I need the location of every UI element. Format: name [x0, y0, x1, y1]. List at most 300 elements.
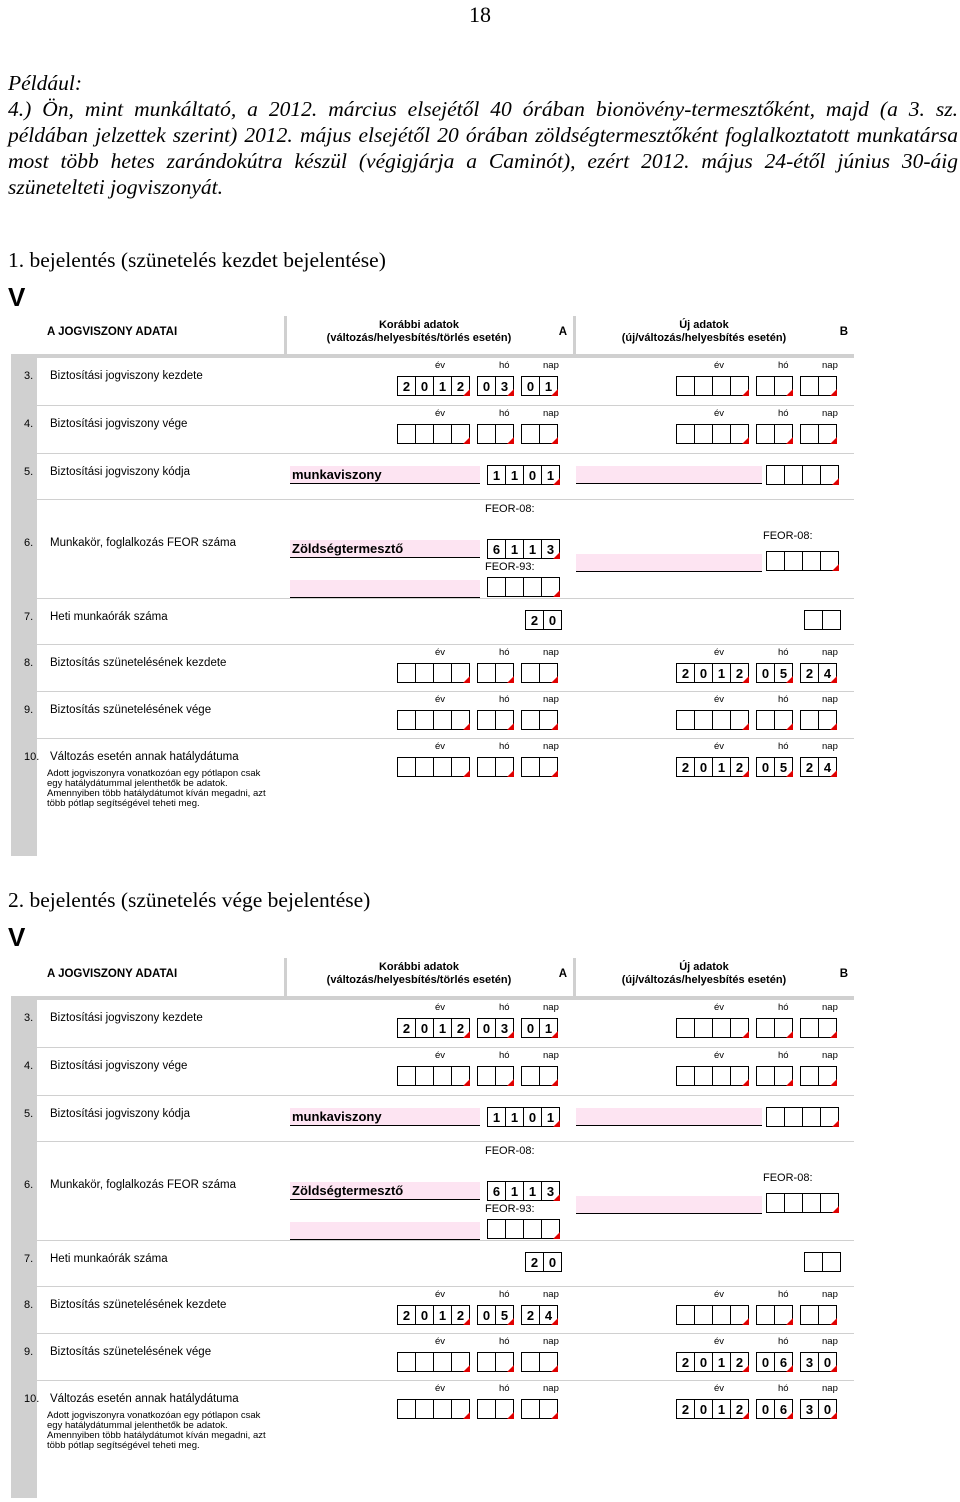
- date-previous-r4-digit-box[interactable]: [451, 1066, 470, 1086]
- date-previous-r9-digit-box[interactable]: [495, 710, 514, 730]
- feor08-label-new: FEOR-08:: [763, 1172, 813, 1184]
- date-new-r9-digit-box[interactable]: [756, 710, 775, 730]
- date-new-r10-digit-box[interactable]: 4: [818, 757, 837, 777]
- date-previous-r8-digit-box[interactable]: [539, 663, 558, 683]
- relationship-type-previous[interactable]: munkaviszony: [290, 1108, 480, 1126]
- weekly-hours-new-digit-box[interactable]: [804, 1252, 823, 1272]
- date-previous-r4-digit-box[interactable]: [415, 1066, 434, 1086]
- date-previous-r10-digit-box[interactable]: [521, 1399, 540, 1419]
- relationship-code-previous-digit-box[interactable]: 1: [541, 465, 560, 485]
- date-title-month: hó: [499, 741, 510, 752]
- date-new-r10-digit-box[interactable]: 5: [774, 757, 793, 777]
- weekly-hours-new-digit-box[interactable]: [822, 1252, 841, 1272]
- date-previous-r9-digit-box[interactable]: [415, 1352, 434, 1372]
- date-previous-r10-digit-box[interactable]: [397, 1399, 416, 1419]
- date-previous-r3-digit-box[interactable]: 2: [451, 376, 470, 396]
- date-previous-r4-digit-box[interactable]: [397, 1066, 416, 1086]
- header-new-line1: Új adatok: [679, 319, 729, 331]
- relationship-code-previous-digit-box[interactable]: 1: [505, 465, 524, 485]
- date-previous-r10-digit-box[interactable]: [451, 1399, 470, 1419]
- date-previous-r4-digit-box[interactable]: [433, 1066, 452, 1086]
- date-previous-r10-digit-box[interactable]: [495, 1399, 514, 1419]
- date-new-r3-digit-box[interactable]: [712, 1018, 731, 1038]
- date-new-r9-digit-box[interactable]: [730, 710, 749, 730]
- date-title-month: hó: [778, 1383, 789, 1394]
- date-previous-r4-digit-box[interactable]: [415, 424, 434, 444]
- feor08-code-previous-digit-box[interactable]: 6: [487, 539, 506, 559]
- weekly-hours-new-digit-box[interactable]: [804, 610, 823, 630]
- row-number: 8.: [24, 1299, 34, 1311]
- form-row-r3: [11, 1000, 854, 1047]
- weekly-hours-previous-digit-box[interactable]: 2: [525, 610, 544, 630]
- date-new-r10-digit-box[interactable]: 0: [818, 1399, 837, 1419]
- relationship-code-new-digit-box[interactable]: [802, 465, 821, 485]
- row-number: 9.: [24, 704, 34, 716]
- intro-label: Például:: [8, 71, 83, 95]
- date-previous-r8-digit-box[interactable]: 1: [433, 1305, 452, 1325]
- date-new-r3: [676, 1018, 837, 1038]
- date-previous-r10-digit-box[interactable]: [415, 757, 434, 777]
- row-label: Heti munkaórák száma: [50, 1253, 168, 1265]
- date-previous-r4-digit-box[interactable]: [539, 424, 558, 444]
- job-title-previous-2[interactable]: [290, 1222, 480, 1240]
- feor08-code-previous-digit-box[interactable]: 3: [541, 1181, 560, 1201]
- date-previous-r8-digit-box[interactable]: 2: [397, 1305, 416, 1325]
- date-previous-r10-digit-box[interactable]: [477, 1399, 496, 1419]
- feor08-code-new-digit-box[interactable]: [784, 551, 803, 571]
- date-new-r8-digit-box[interactable]: 2: [676, 663, 695, 683]
- header-new-line2: (új/változás/helyesbítés esetén): [621, 974, 787, 986]
- row-number: 3.: [24, 1012, 34, 1024]
- date-new-r4-digit-box[interactable]: [818, 1066, 837, 1086]
- effective-date-note: Adott jogviszonyra vonatkozóan egy pótlapon csak egy hatálydátummal jelenthetők be adatok. Amennyiben több hatálydátumot kíván megadni, azt több pótlap segítségével teheti meg.: [47, 768, 266, 809]
- date-new-r3-digit-box[interactable]: [694, 376, 713, 396]
- date-previous-r8-digit-box[interactable]: [451, 663, 470, 683]
- date-new-r4-digit-box[interactable]: [800, 424, 819, 444]
- date-title-month: hó: [499, 1289, 510, 1300]
- row-number: 10.: [24, 751, 40, 763]
- intro-paragraph: [8, 70, 958, 200]
- weekly-hours-new-digit-box[interactable]: [822, 610, 841, 630]
- row-label: Biztosítás szünetelésének vége: [50, 704, 212, 716]
- relationship-code-new-digit-box[interactable]: [766, 1107, 785, 1127]
- date-previous-r3-digit-box[interactable]: 0: [477, 1018, 496, 1038]
- date-previous-r8-digit-box[interactable]: 0: [415, 1305, 434, 1325]
- date-new-r4-digit-box[interactable]: [712, 1066, 731, 1086]
- relationship-code-previous-digit-box[interactable]: 1: [505, 1107, 524, 1127]
- feor93-code-previous-digit-box[interactable]: [487, 577, 506, 597]
- date-previous-r8-digit-box[interactable]: 4: [539, 1305, 558, 1325]
- date-new-r4-digit-box[interactable]: [774, 424, 793, 444]
- date-previous-r9-digit-box[interactable]: [433, 710, 452, 730]
- relationship-type-new[interactable]: [576, 1108, 762, 1126]
- date-title-month: hó: [778, 741, 789, 752]
- date-previous-r3-digit-box[interactable]: 3: [495, 376, 514, 396]
- date-previous-r10-digit-box[interactable]: [415, 1399, 434, 1419]
- date-new-r8-digit-box[interactable]: [712, 1305, 731, 1325]
- row-label: Biztosítási jogviszony kódja: [50, 1108, 190, 1120]
- form-first-report: [11, 316, 854, 856]
- date-title-year: év: [435, 1383, 446, 1394]
- date-new-r3-digit-box[interactable]: [712, 376, 731, 396]
- date-new-r4-digit-box[interactable]: [730, 1066, 749, 1086]
- date-new-r9-digit-box[interactable]: 2: [676, 1352, 695, 1372]
- date-title-day: nap: [543, 1289, 559, 1300]
- date-new-r3-digit-box[interactable]: [756, 1018, 775, 1038]
- date-title-month: hó: [778, 1289, 789, 1300]
- relationship-code-previous-digit-box[interactable]: 1: [487, 465, 506, 485]
- row-label: Munkakör, foglalkozás FEOR száma: [50, 1179, 236, 1191]
- relationship-code-new-digit-box[interactable]: [802, 1107, 821, 1127]
- job-title-previous[interactable]: Zöldségtermesztő: [290, 1182, 480, 1200]
- date-previous-r3-digit-box[interactable]: 3: [495, 1018, 514, 1038]
- date-new-r10-digit-box[interactable]: 0: [694, 1399, 713, 1419]
- weekly-hours-previous-digit-box[interactable]: 0: [543, 1252, 562, 1272]
- weekly-hours-new: [804, 610, 841, 630]
- date-previous-r9-digit-box[interactable]: [397, 710, 416, 730]
- feor08-code-new-digit-box[interactable]: [766, 1193, 785, 1213]
- date-new-r9-digit-box[interactable]: [818, 710, 837, 730]
- date-previous-r9-digit-box[interactable]: [521, 1352, 540, 1372]
- date-previous-r3-digit-box[interactable]: 2: [397, 376, 416, 396]
- date-new-r9-digit-box[interactable]: 6: [774, 1352, 793, 1372]
- date-previous-r8-digit-box[interactable]: 2: [521, 1305, 540, 1325]
- date-new-r10-digit-box[interactable]: 1: [712, 1399, 731, 1419]
- date-new-r3-digit-box[interactable]: [774, 1018, 793, 1038]
- job-title-previous-2[interactable]: [290, 580, 480, 598]
- date-title-day: nap: [822, 408, 838, 419]
- check-mark: V: [8, 282, 26, 312]
- feor93-code-previous-digit-box[interactable]: [541, 577, 560, 597]
- relationship-code-previous: [487, 465, 560, 485]
- date-previous-r3-digit-box[interactable]: 0: [521, 376, 540, 396]
- date-title-day: nap: [543, 360, 559, 371]
- date-previous-r9-digit-box[interactable]: [521, 710, 540, 730]
- date-new-r10-digit-box[interactable]: 0: [694, 757, 713, 777]
- date-new-r4-digit-box[interactable]: [676, 424, 695, 444]
- date-title-day: nap: [543, 647, 559, 658]
- date-new-r3-digit-box[interactable]: [676, 376, 695, 396]
- date-new-r9-digit-box[interactable]: 0: [694, 1352, 713, 1372]
- date-previous-r10-digit-box[interactable]: [539, 757, 558, 777]
- date-new-r8: [676, 1305, 837, 1325]
- date-new-r10-digit-box[interactable]: 0: [756, 757, 775, 777]
- date-previous-r9-digit-box[interactable]: [495, 1352, 514, 1372]
- date-previous-r4-digit-box[interactable]: [495, 424, 514, 444]
- relationship-type-new[interactable]: [576, 466, 762, 484]
- header-new-line1: Új adatok: [679, 961, 729, 973]
- header-new-cell: [576, 958, 854, 996]
- date-previous-r8-digit-box[interactable]: 0: [477, 1305, 496, 1325]
- date-previous-r4: [397, 424, 558, 444]
- job-title-new[interactable]: [576, 554, 762, 572]
- date-title-year: év: [435, 408, 446, 419]
- date-previous-r3-digit-box[interactable]: 2: [397, 1018, 416, 1038]
- date-new-r9-digit-box[interactable]: [774, 710, 793, 730]
- date-new-r8-digit-box[interactable]: [730, 1305, 749, 1325]
- date-title-year: év: [714, 1002, 725, 1013]
- date-previous-r10-digit-box[interactable]: [451, 757, 470, 777]
- date-new-r10: [676, 757, 837, 777]
- header-section-cell: [11, 958, 284, 996]
- date-new-r10-digit-box[interactable]: 3: [800, 1399, 819, 1419]
- date-previous-r9-digit-box[interactable]: [433, 1352, 452, 1372]
- date-new-r8-digit-box[interactable]: 1: [712, 663, 731, 683]
- date-new-r3-digit-box[interactable]: [730, 1018, 749, 1038]
- relationship-code-new-digit-box[interactable]: [766, 465, 785, 485]
- date-previous-r8: [397, 663, 558, 683]
- feor08-code-new-digit-box[interactable]: [820, 551, 839, 571]
- date-new-r9: [676, 710, 837, 730]
- relationship-code-previous-digit-box[interactable]: 0: [523, 465, 542, 485]
- feor93-code-previous-digit-box[interactable]: [523, 577, 542, 597]
- feor93-code-previous-digit-box[interactable]: [487, 1219, 506, 1239]
- date-new-r9-digit-box[interactable]: 1: [712, 1352, 731, 1372]
- date-new-r3-digit-box[interactable]: [800, 376, 819, 396]
- date-new-r10-digit-box[interactable]: 0: [756, 1399, 775, 1419]
- date-previous-r3-digit-box[interactable]: 1: [433, 1018, 452, 1038]
- date-previous-r8-digit-box[interactable]: [397, 663, 416, 683]
- date-new-r9-digit-box[interactable]: 2: [730, 1352, 749, 1372]
- date-previous-r9-digit-box[interactable]: [397, 1352, 416, 1372]
- feor08-code-previous-digit-box[interactable]: 1: [505, 539, 524, 559]
- date-new-r10-digit-box[interactable]: 6: [774, 1399, 793, 1419]
- date-title-month: hó: [778, 647, 789, 658]
- date-title-day: nap: [822, 1289, 838, 1300]
- date-title-month: hó: [499, 694, 510, 705]
- date-previous-r3-digit-box[interactable]: 2: [451, 1018, 470, 1038]
- feor93-code-previous-digit-box[interactable]: [523, 1219, 542, 1239]
- date-previous-r8-digit-box[interactable]: [495, 663, 514, 683]
- row-label: Heti munkaórák száma: [50, 611, 168, 623]
- date-title-year: év: [714, 1336, 725, 1347]
- feor08-code-new-digit-box[interactable]: [802, 1193, 821, 1213]
- date-previous-r3: [397, 376, 558, 396]
- date-new-r4-digit-box[interactable]: [694, 1066, 713, 1086]
- date-previous-r4-digit-box[interactable]: [539, 1066, 558, 1086]
- date-new-r3-digit-box[interactable]: [676, 1018, 695, 1038]
- feor08-code-new-digit-box[interactable]: [784, 1193, 803, 1213]
- date-previous-r4-digit-box[interactable]: [521, 424, 540, 444]
- date-new-r10-digit-box[interactable]: 2: [730, 1399, 749, 1419]
- date-new-r9-digit-box[interactable]: 0: [818, 1352, 837, 1372]
- date-previous-r3-digit-box[interactable]: 1: [539, 1018, 558, 1038]
- date-new-r8-digit-box[interactable]: [774, 1305, 793, 1325]
- date-new-r10-digit-box[interactable]: 2: [730, 757, 749, 777]
- date-previous-r8-digit-box[interactable]: [415, 663, 434, 683]
- effective-date-note: Adott jogviszonyra vonatkozóan egy pótlapon csak egy hatálydátummal jelenthetők be adatok. Amennyiben több hatálydátumot kíván megadni, azt több pótlap segítségével teheti meg.: [47, 1410, 266, 1451]
- relationship-code-new: [766, 465, 839, 485]
- date-title-day: nap: [822, 694, 838, 705]
- feor08-label: FEOR-08:: [485, 1145, 535, 1157]
- date-previous-r8-digit-box[interactable]: [521, 663, 540, 683]
- date-title-year: év: [714, 1383, 725, 1394]
- date-new-r8-digit-box[interactable]: [694, 1305, 713, 1325]
- date-previous-r4-digit-box[interactable]: [477, 424, 496, 444]
- date-new-r10-digit-box[interactable]: 2: [676, 1399, 695, 1419]
- date-previous-r3-digit-box[interactable]: 1: [433, 376, 452, 396]
- date-new-r9-digit-box[interactable]: 3: [800, 1352, 819, 1372]
- relationship-code-new-digit-box[interactable]: [820, 1107, 839, 1127]
- feor08-code-previous-digit-box[interactable]: 1: [523, 1181, 542, 1201]
- date-title-year: év: [714, 360, 725, 371]
- date-previous-r9-digit-box[interactable]: [477, 1352, 496, 1372]
- date-previous-r9-digit-box[interactable]: [451, 710, 470, 730]
- date-title-year: év: [435, 1050, 446, 1061]
- feor93-code-previous-digit-box[interactable]: [505, 1219, 524, 1239]
- date-new-r3-digit-box[interactable]: [818, 376, 837, 396]
- date-new-r4-digit-box[interactable]: [774, 1066, 793, 1086]
- date-new-r9-digit-box[interactable]: 0: [756, 1352, 775, 1372]
- feor08-code-previous-digit-box[interactable]: 6: [487, 1181, 506, 1201]
- date-new-r4-digit-box[interactable]: [818, 424, 837, 444]
- date-previous-r9-digit-box[interactable]: [539, 710, 558, 730]
- date-previous-r8-digit-box[interactable]: 5: [495, 1305, 514, 1325]
- date-previous-r8-digit-box[interactable]: 2: [451, 1305, 470, 1325]
- date-new-r4-digit-box[interactable]: [756, 424, 775, 444]
- feor93-code-previous-digit-box[interactable]: [541, 1219, 560, 1239]
- header-previous-line2: (változás/helyesbítés/törlés esetén): [326, 974, 512, 986]
- date-previous-r10-digit-box[interactable]: [495, 757, 514, 777]
- heading-first-report: 1. bejelentés (szünetelés kezdet bejelentése): [8, 248, 386, 272]
- relationship-code-previous-digit-box[interactable]: 1: [487, 1107, 506, 1127]
- date-title-year: év: [714, 647, 725, 658]
- relationship-code-new-digit-box[interactable]: [784, 1107, 803, 1127]
- date-new-r8-digit-box[interactable]: 0: [756, 663, 775, 683]
- job-title-new[interactable]: [576, 1196, 762, 1214]
- date-previous-r10-digit-box[interactable]: [539, 1399, 558, 1419]
- relationship-type-previous[interactable]: munkaviszony: [290, 466, 480, 484]
- date-new-r10-digit-box[interactable]: 2: [800, 757, 819, 777]
- date-new-r8-digit-box[interactable]: 5: [774, 663, 793, 683]
- feor08-code-new-digit-box[interactable]: [802, 551, 821, 571]
- date-previous-r9-digit-box[interactable]: [415, 710, 434, 730]
- form-row-r7: [11, 599, 854, 644]
- page-number: 18: [469, 2, 491, 27]
- row-number: 4.: [24, 1060, 34, 1072]
- date-new-r4-digit-box[interactable]: [676, 1066, 695, 1086]
- date-previous-r3-digit-box[interactable]: 0: [477, 376, 496, 396]
- form-row-r10: [11, 1381, 854, 1498]
- date-new-r10: [676, 1399, 837, 1419]
- relationship-code-previous-digit-box[interactable]: 1: [541, 1107, 560, 1127]
- date-title-year: év: [435, 1002, 446, 1013]
- date-new-r4-digit-box[interactable]: [756, 1066, 775, 1086]
- date-new-r4-digit-box[interactable]: [730, 424, 749, 444]
- relationship-code-new-digit-box[interactable]: [784, 465, 803, 485]
- feor08-code-previous-digit-box[interactable]: 3: [541, 539, 560, 559]
- date-new-r8-digit-box[interactable]: 4: [818, 663, 837, 683]
- date-previous-r3-digit-box[interactable]: 0: [521, 1018, 540, 1038]
- date-new-r9-digit-box[interactable]: [800, 710, 819, 730]
- header-section-title: A JOGVISZONY ADATAI: [47, 326, 178, 338]
- header-section-cell: [11, 316, 284, 354]
- date-new-r8-digit-box[interactable]: [756, 1305, 775, 1325]
- date-title-day: nap: [822, 1050, 838, 1061]
- relationship-code-previous-digit-box[interactable]: 0: [523, 1107, 542, 1127]
- date-new-r8: [676, 663, 837, 683]
- date-previous-r10-digit-box[interactable]: [521, 757, 540, 777]
- date-previous-r9-digit-box[interactable]: [477, 710, 496, 730]
- form-row-r10: [11, 739, 854, 856]
- header-column-b: B: [839, 968, 848, 980]
- feor08-code-previous-digit-box[interactable]: 1: [505, 1181, 524, 1201]
- date-previous-r8-digit-box[interactable]: [433, 663, 452, 683]
- date-new-r10-digit-box[interactable]: 1: [712, 757, 731, 777]
- feor93-code-previous: [487, 577, 560, 597]
- date-previous-r10-digit-box[interactable]: [433, 1399, 452, 1419]
- date-new-r8-digit-box[interactable]: [800, 1305, 819, 1325]
- weekly-hours-previous-digit-box[interactable]: 2: [525, 1252, 544, 1272]
- date-previous-r4-digit-box[interactable]: [477, 1066, 496, 1086]
- date-previous-r4-digit-box[interactable]: [451, 424, 470, 444]
- date-new-r8-digit-box[interactable]: 2: [730, 663, 749, 683]
- date-previous-r9-digit-box[interactable]: [451, 1352, 470, 1372]
- date-previous-r9-digit-box[interactable]: [539, 1352, 558, 1372]
- check-mark: V: [8, 922, 26, 952]
- weekly-hours-previous-digit-box[interactable]: 0: [543, 610, 562, 630]
- form-second-report: [11, 958, 854, 1498]
- form-row-r4: [11, 1048, 854, 1095]
- date-new-r9-digit-box[interactable]: [712, 710, 731, 730]
- date-new-r8-digit-box[interactable]: 2: [800, 663, 819, 683]
- date-new-r3-digit-box[interactable]: [800, 1018, 819, 1038]
- date-new-r8-digit-box[interactable]: [818, 1305, 837, 1325]
- date-new-r3-digit-box[interactable]: [730, 376, 749, 396]
- date-new-r9-digit-box[interactable]: [694, 710, 713, 730]
- date-new-r4-digit-box[interactable]: [694, 424, 713, 444]
- header-column-a: A: [558, 968, 567, 980]
- date-previous-r10-digit-box[interactable]: [477, 757, 496, 777]
- row-number: 10.: [24, 1393, 40, 1405]
- feor08-code-new-digit-box[interactable]: [820, 1193, 839, 1213]
- date-new-r4-digit-box[interactable]: [800, 1066, 819, 1086]
- header-previous-cell: [287, 958, 573, 996]
- date-title-year: év: [435, 1289, 446, 1300]
- date-previous-r4-digit-box[interactable]: [495, 1066, 514, 1086]
- date-new-r8-digit-box[interactable]: 0: [694, 663, 713, 683]
- job-title-previous[interactable]: Zöldségtermesztő: [290, 540, 480, 558]
- date-new-r3-digit-box[interactable]: [694, 1018, 713, 1038]
- date-new-r10-digit-box[interactable]: 2: [676, 757, 695, 777]
- header-previous-line1: Korábbi adatok: [378, 961, 460, 973]
- date-new-r4-digit-box[interactable]: [712, 424, 731, 444]
- date-previous-r3-digit-box[interactable]: 0: [415, 1018, 434, 1038]
- date-previous-r4-digit-box[interactable]: [397, 424, 416, 444]
- date-previous-r4-digit-box[interactable]: [433, 424, 452, 444]
- relationship-code-new-digit-box[interactable]: [820, 465, 839, 485]
- date-previous-r3-digit-box[interactable]: 0: [415, 376, 434, 396]
- date-new-r8-digit-box[interactable]: [676, 1305, 695, 1325]
- date-previous-r4-digit-box[interactable]: [521, 1066, 540, 1086]
- date-new-r3-digit-box[interactable]: [774, 376, 793, 396]
- feor08-code-previous-digit-box[interactable]: 1: [523, 539, 542, 559]
- feor93-code-previous-digit-box[interactable]: [505, 577, 524, 597]
- row-number: 3.: [24, 370, 34, 382]
- date-new-r9-digit-box[interactable]: [676, 710, 695, 730]
- date-title-year: év: [435, 647, 446, 658]
- feor08-code-new-digit-box[interactable]: [766, 551, 785, 571]
- header-new-title: [576, 319, 832, 345]
- date-previous-r10-digit-box[interactable]: [433, 757, 452, 777]
- date-title-day: nap: [543, 1336, 559, 1347]
- date-previous-r10-digit-box[interactable]: [397, 757, 416, 777]
- date-previous-r8-digit-box[interactable]: [477, 663, 496, 683]
- date-new-r3-digit-box[interactable]: [818, 1018, 837, 1038]
- date-new-r3-digit-box[interactable]: [756, 376, 775, 396]
- feor93-label: FEOR-93:: [485, 1203, 535, 1215]
- date-previous-r3-digit-box[interactable]: 1: [539, 376, 558, 396]
